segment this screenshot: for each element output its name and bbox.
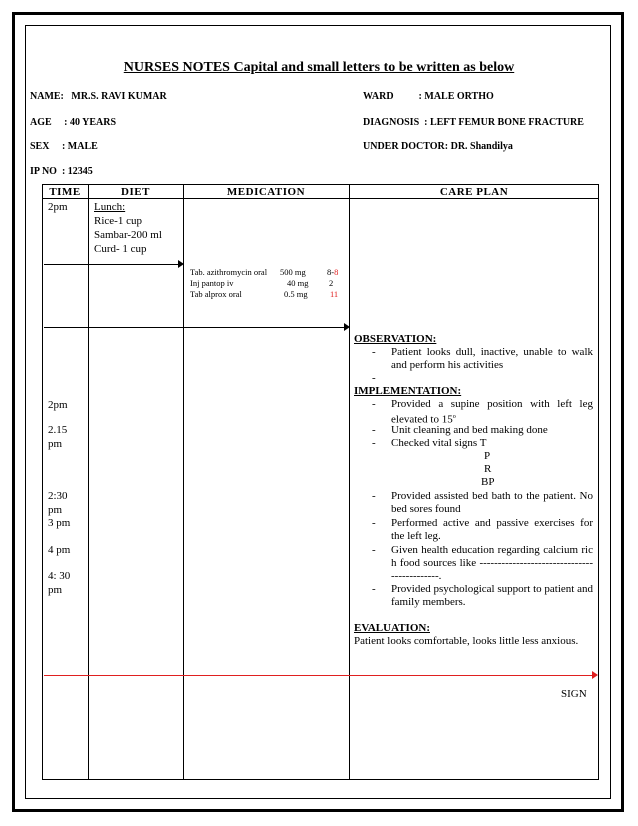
diet-item: Curd- 1 cup [94, 243, 147, 255]
medication-dose: 40 mg [287, 278, 309, 288]
time-entry: 4: 30 [48, 570, 71, 582]
time-entry: 2pm [48, 399, 68, 411]
patient-name: NAME: MR.S. RAVI KUMAR [30, 91, 167, 102]
diet-time: 2pm [48, 201, 68, 213]
sign-label: SIGN [561, 688, 587, 700]
time-entry: 3 pm [48, 517, 71, 529]
bullet-dash: - [372, 583, 376, 595]
header-diet: DIET [121, 186, 150, 198]
column-divider [88, 184, 89, 780]
bullet-dash: - [372, 398, 376, 410]
time-entry: 2:30 [48, 490, 68, 502]
vital-sign: P [484, 450, 491, 462]
observation-item: Patient looks dull, inactive, unable to walk and perform his activities [391, 346, 593, 371]
diet-item: Sambar-200 ml [94, 229, 162, 241]
implementation-item: Provided psychological support to patient and family members. [391, 583, 593, 608]
page-title: NURSES NOTES Capital and small letters to be written as below [123, 60, 515, 75]
vital-sign: BP [481, 476, 495, 488]
bullet-dash: - [372, 437, 376, 449]
medication-dose: 500 mg [280, 267, 306, 277]
time-entry: 2.15 [48, 424, 68, 436]
medication-schedule: 11 [330, 289, 339, 299]
medication-dose: 0.5 mg [284, 289, 308, 299]
medication-name: Inj pantop iv [190, 278, 234, 288]
time-entry: pm [48, 504, 63, 516]
medication-name: Tab alprox oral [190, 289, 242, 299]
evaluation-text: Patient looks comfortable, looks little less anxious. [354, 635, 579, 647]
bullet-dash: - [372, 424, 376, 436]
implementation-item: Provided assisted bed bath to the patient. No bed sores found [391, 490, 593, 515]
medication-schedule: 2 [329, 278, 334, 288]
implementation-item: Provided a supine position with left leg elevated to 15$^o$ [391, 398, 593, 426]
ward: WARD : MALE ORTHO [363, 91, 494, 102]
patient-age: AGE : 40 YEARS [30, 117, 117, 128]
implementation-item: Unit cleaning and bed making done [391, 424, 548, 436]
implementation-item: Given health education regarding calcium rich food sources like --------------------------------------------. [391, 544, 593, 582]
observation-heading: OBSERVATION: [354, 333, 437, 345]
bullet-dash: - [372, 372, 376, 384]
implementation-heading: IMPLEMENTATION: [354, 385, 462, 397]
medication-name: Tab. azithromycin oral [190, 267, 268, 277]
notes-table [42, 184, 599, 780]
under-doctor: UNDER DOCTOR: DR. Shandilya [363, 141, 513, 152]
lunch-heading: Lunch: [94, 201, 126, 213]
bullet-dash: - [372, 544, 376, 556]
header-divider [42, 198, 599, 199]
implementation-item: Checked vital signs T [391, 437, 487, 449]
patient-sex: SEX : MALE [30, 141, 98, 152]
column-divider [183, 184, 184, 780]
column-divider [349, 184, 350, 780]
vital-sign: R [484, 463, 492, 475]
time-entry: 4 pm [48, 544, 71, 556]
header-time: TIME [49, 186, 81, 198]
header-medication: MEDICATION [226, 186, 306, 198]
bullet-dash: - [372, 490, 376, 502]
diet-item: Rice-1 cup [94, 215, 142, 227]
time-entry: pm [48, 438, 63, 450]
bullet-dash: - [372, 346, 376, 358]
diagnosis: DIAGNOSIS : LEFT FEMUR BONE FRACTURE [363, 117, 584, 128]
evaluation-heading: EVALUATION: [354, 622, 430, 634]
header-care-plan: CARE PLAN [439, 186, 509, 198]
patient-ip-no: IP NO : 12345 [30, 166, 93, 177]
bullet-dash: - [372, 517, 376, 529]
implementation-item: Performed active and passive exercises for the left leg. [391, 517, 593, 542]
medication-schedule: 8-8 [327, 267, 339, 277]
time-entry: pm [48, 584, 63, 596]
